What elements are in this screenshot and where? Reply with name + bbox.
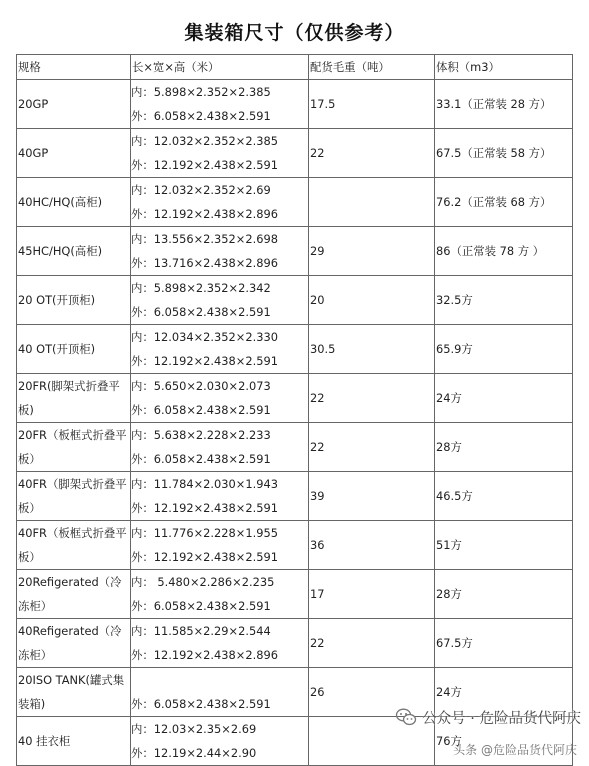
cell-dimensions <box>131 423 309 472</box>
cell-dimensions <box>131 472 309 521</box>
inner-dimensions: 内：12.03×2.35×2.69 <box>131 722 257 736</box>
cell-spec <box>17 521 131 570</box>
watermark-text: 公众号 · 危险品货代阿庆 <box>422 710 581 727</box>
cell-volume: 65.9方 <box>435 325 573 374</box>
cell-volume: 32.5方 <box>435 276 573 325</box>
cell-spec <box>17 178 131 227</box>
header-spec: 规格 <box>17 55 131 80</box>
cell-weight: 22 <box>309 423 435 472</box>
cell-dimensions <box>131 129 309 178</box>
cell-volume: 24方 <box>435 374 573 423</box>
spec-text: 40FR（脚架式折叠平板） <box>18 477 127 515</box>
cell-weight: 29 <box>309 227 435 276</box>
inner-dimensions: 内：11.585×2.29×2.544 <box>131 624 271 638</box>
outer-dimensions: 外：12.192×2.438×2.591 <box>131 354 278 368</box>
cell-spec <box>17 374 131 423</box>
inner-dimensions: 内：5.898×2.352×2.385 <box>131 85 271 99</box>
inner-dimensions: 内：12.034×2.352×2.330 <box>131 330 278 344</box>
cell-spec <box>17 129 131 178</box>
outer-dimensions: 外：6.058×2.438×2.591 <box>131 403 271 417</box>
spec-text: 40FR（板框式折叠平板） <box>18 526 127 564</box>
watermark <box>395 706 581 728</box>
table-header-row <box>17 55 573 80</box>
spec-text: 20ISO TANK(罐式集装箱) <box>18 673 125 711</box>
cell-volume: 76方 <box>435 717 573 766</box>
cell-volume: 86（正常装 78 方 ） <box>435 227 573 276</box>
cell-volume: 28方 <box>435 570 573 619</box>
cell-weight: 17 <box>309 570 435 619</box>
spec-text: 20FR(脚架式折叠平板) <box>18 379 120 417</box>
cell-dimensions <box>131 178 309 227</box>
spec-text: 20FR（板框式折叠平板） <box>18 428 127 466</box>
cell-spec <box>17 717 131 766</box>
cell-dimensions <box>131 717 309 766</box>
cell-weight <box>309 178 435 227</box>
cell-spec <box>17 668 131 717</box>
cell-spec <box>17 325 131 374</box>
cell-spec <box>17 472 131 521</box>
spec-text: 40Refigerated（冷冻柜） <box>18 624 122 662</box>
table-row <box>17 374 573 423</box>
cell-weight: 22 <box>309 619 435 668</box>
outer-dimensions: 外：13.716×2.438×2.896 <box>131 256 278 270</box>
inner-dimensions: 内： 5.480×2.286×2.235 <box>131 575 275 589</box>
inner-dimensions: 内：5.638×2.228×2.233 <box>131 428 271 442</box>
outer-dimensions: 外：12.192×2.438×2.591 <box>131 501 278 515</box>
cell-dimensions <box>131 80 309 129</box>
cell-dimensions <box>131 521 309 570</box>
spec-text: 40HC/HQ(高柜) <box>18 195 103 209</box>
inner-dimensions: 内：13.556×2.352×2.698 <box>131 232 278 246</box>
outer-dimensions: 外：6.058×2.438×2.591 <box>131 109 271 123</box>
cell-weight: 26 <box>309 668 435 717</box>
table-row <box>17 619 573 668</box>
cell-weight: 39 <box>309 472 435 521</box>
outer-dimensions: 外：12.19×2.44×2.90 <box>131 746 257 760</box>
cell-spec <box>17 570 131 619</box>
cell-dimensions <box>131 325 309 374</box>
cell-spec <box>17 619 131 668</box>
inner-dimensions: 内：5.650×2.030×2.073 <box>131 379 271 393</box>
spec-text: 20GP <box>18 97 49 111</box>
container-size-table <box>16 54 573 766</box>
cell-dimensions <box>131 276 309 325</box>
spec-text: 40GP <box>18 146 49 160</box>
outer-dimensions: 外：6.058×2.438×2.591 <box>131 599 271 613</box>
outer-dimensions: 外：12.192×2.438×2.896 <box>131 207 278 221</box>
wechat-icon <box>395 706 417 728</box>
outer-dimensions: 外：6.058×2.438×2.591 <box>131 452 271 466</box>
header-dimensions: 长×宽×高（米） <box>131 55 309 80</box>
spec-text: 45HC/HQ(高柜) <box>18 244 103 258</box>
cell-spec <box>17 227 131 276</box>
cell-weight: 22 <box>309 374 435 423</box>
cell-volume: 46.5方 <box>435 472 573 521</box>
cell-weight: 22 <box>309 129 435 178</box>
table-row <box>17 472 573 521</box>
outer-dimensions: 外：6.058×2.438×2.591 <box>131 305 271 319</box>
spec-text: 40 挂衣柜 <box>18 734 71 748</box>
page-title: 集装箱尺寸（仅供参考） <box>184 22 405 44</box>
cell-weight: 30.5 <box>309 325 435 374</box>
inner-dimensions <box>131 668 308 692</box>
table-row <box>17 423 573 472</box>
cell-spec <box>17 80 131 129</box>
cell-spec <box>17 276 131 325</box>
cell-volume: 51方 <box>435 521 573 570</box>
table-row <box>17 521 573 570</box>
inner-dimensions: 内：12.032×2.352×2.69 <box>131 183 271 197</box>
cell-volume: 76.2（正常装 68 方） <box>435 178 573 227</box>
inner-dimensions: 内：12.032×2.352×2.385 <box>131 134 278 148</box>
cell-dimensions <box>131 374 309 423</box>
cell-volume: 67.5（正常装 58 方） <box>435 129 573 178</box>
table-row <box>17 570 573 619</box>
outer-dimensions: 外：6.058×2.438×2.591 <box>131 697 271 711</box>
table-row <box>17 178 573 227</box>
cell-dimensions <box>131 668 309 717</box>
header-weight: 配货毛重（吨） <box>309 55 435 80</box>
cell-dimensions <box>131 570 309 619</box>
spec-text: 20 OT(开顶柜) <box>18 293 96 307</box>
cell-volume: 24方 <box>435 668 573 717</box>
cell-weight: 17.5 <box>309 80 435 129</box>
table-row <box>17 80 573 129</box>
cell-dimensions <box>131 619 309 668</box>
cell-volume: 33.1（正常装 28 方） <box>435 80 573 129</box>
cell-weight: 36 <box>309 521 435 570</box>
cell-volume: 67.5方 <box>435 619 573 668</box>
inner-dimensions: 内：11.776×2.228×1.955 <box>131 526 278 540</box>
cell-volume: 28方 <box>435 423 573 472</box>
spec-text: 20Refigerated（冷冻柜） <box>18 575 122 613</box>
cell-weight: 20 <box>309 276 435 325</box>
inner-dimensions: 内：5.898×2.352×2.342 <box>131 281 271 295</box>
outer-dimensions: 外：12.192×2.438×2.591 <box>131 158 278 172</box>
header-volume: 体积（m3） <box>435 55 573 80</box>
spec-text: 40 OT(开顶柜) <box>18 342 96 356</box>
cell-dimensions <box>131 227 309 276</box>
watermark-subtext: 头条 @危险品货代阿庆 <box>453 743 577 757</box>
table-row <box>17 227 573 276</box>
table-row <box>17 276 573 325</box>
outer-dimensions: 外：12.192×2.438×2.591 <box>131 550 278 564</box>
table-row <box>17 325 573 374</box>
table-row <box>17 129 573 178</box>
inner-dimensions: 内：11.784×2.030×1.943 <box>131 477 278 491</box>
outer-dimensions: 外：12.192×2.438×2.896 <box>131 648 278 662</box>
cell-spec <box>17 423 131 472</box>
